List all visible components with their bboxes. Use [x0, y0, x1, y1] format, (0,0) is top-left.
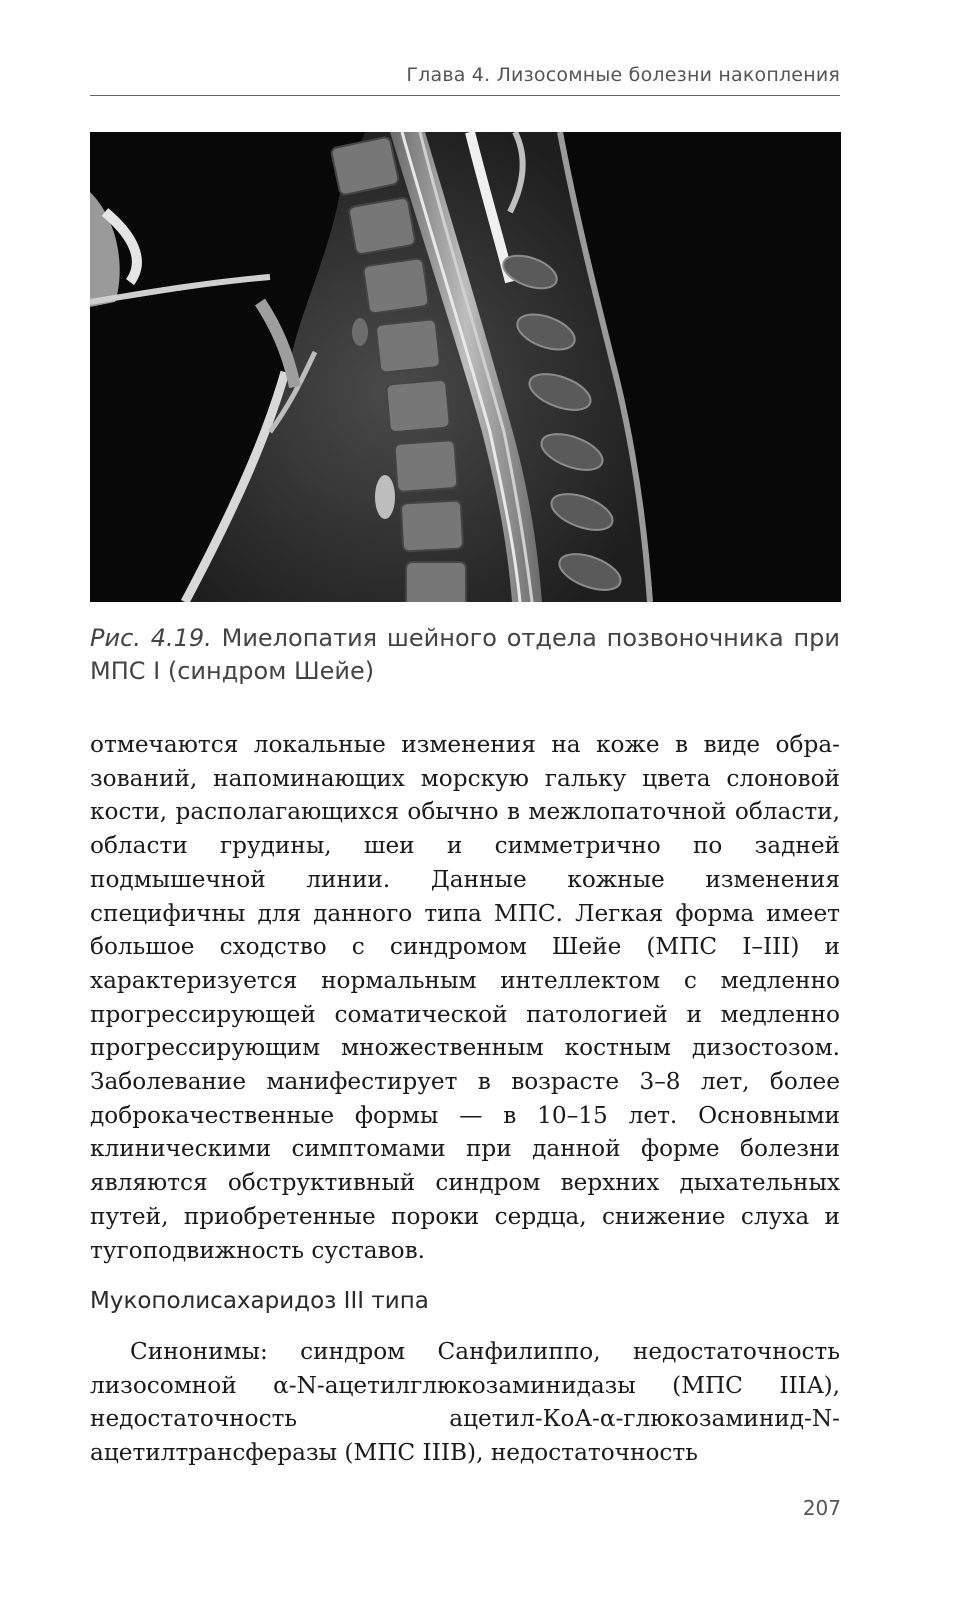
section-heading: Мукополисахаридоз III типа — [90, 1288, 429, 1314]
paragraph-2: Синонимы: синдром Санфилиппо, недостаточность лизосомной α-N-ацетилглюкозаминидазы (МПС IIIA), недостаточность ацетил-КоА-α-глюкозаминид-N-ацетилтрансферазы (МПС IIIB), недостаточность — [90, 1338, 840, 1467]
paragraph-1: отмечаются локальные изменения на коже в виде образований, напоминающих морскую гальку цвета слоновой кости, располагающихся обычно в межлопаточной области, области грудины, шеи и симметрично по задней подмышечной линии. Данные кожные изменения специфичны для данного типа МПС. Легкая форма имеет большое сходство с синдромом Шейе (МПС I–III) и характеризуется нормальным интеллектом с медленно прогрессирующей соматической патологией и медленно прогрессирующим множественным костным дизостозом. Заболевание манифестирует в возрасте 3–8 лет, более доброкачественные формы — в 10–15 лет. Основными клиническими симптомами при данной форме болезни являются обструктивный синдром верхних дыхательных путей, приобретенные пороки сердца, снижение слуха и тугоподвижность суставов. — [90, 731, 840, 1264]
mri-figure — [90, 132, 841, 602]
figure-caption-text: Миелопатия шейного отдела позвоночника при МПС I (синдром Шейе) — [90, 624, 840, 685]
running-header: Глава 4. Лизосомные болезни накопления — [406, 64, 840, 86]
mri-image — [90, 132, 841, 602]
figure-label: Рис. 4.19. — [90, 624, 212, 652]
header-rule — [90, 95, 840, 96]
page-number: 207 — [802, 1496, 841, 1520]
figure-caption — [90, 622, 840, 688]
